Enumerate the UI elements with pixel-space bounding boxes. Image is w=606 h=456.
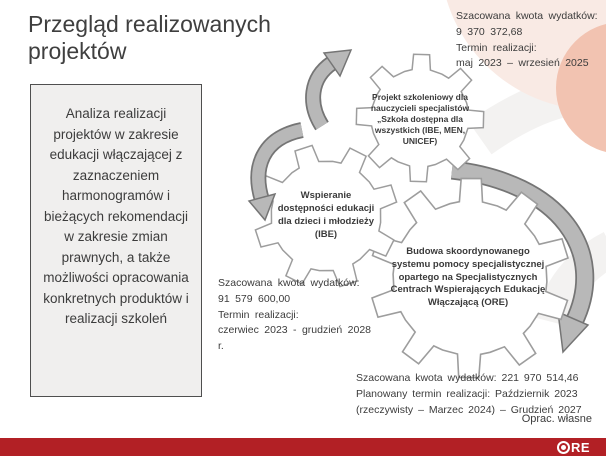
info-line: czerwiec 2023 - grudzień 2028 r. <box>218 324 372 352</box>
info-block-top-right <box>456 9 606 72</box>
gear-top-label: Projekt szkoleniowy dla nauczycieli specjalistów „Szkoła dostępna dla wszystkich (IBE, MEN, UNICEF) <box>370 91 470 147</box>
ore-logo <box>557 440 590 455</box>
info-block-middle-left <box>218 276 378 355</box>
page-title: Przegląd realizowanych projektów <box>28 11 271 65</box>
gear-large-label: Budowa skoordynowanego systemu pomocy specjalistycznej opartego na Specjalistycznych Centrach Wspierających Edukację Włączającą (ORE) <box>390 245 546 309</box>
info-line: Szacowana kwota wydatków: <box>218 277 360 289</box>
info-line: 91 579 600,00 <box>218 292 291 305</box>
info-line: Szacowana kwota wydatków: <box>456 10 598 22</box>
footer-bar <box>0 438 606 456</box>
ore-logo-text: RE <box>570 439 590 455</box>
info-line: Szacowana kwota wydatków: 221 970 514,46 <box>356 372 579 384</box>
summary-box: Analiza realizacji projektów w zakresie edukacji włączającej z zaznaczeniem harmonogramów i bieżących rekomendacji w zakresie zmian prawnych, a także możliwości opracowania konkretnych produktów i realizacji szkoleń <box>30 84 202 397</box>
info-line: 9 370 372,68 <box>456 25 523 38</box>
info-line: maj 2023 – wrzesień 2025 <box>456 57 589 70</box>
info-line: Termin realizacji: <box>218 308 299 321</box>
ore-logo-ring-icon <box>557 441 570 454</box>
info-line: Termin realizacji: <box>456 41 537 54</box>
source-note: Oprac. własne <box>521 413 592 425</box>
info-line: (rzeczywisty – Marzec 2024) – Grudzień 2027 <box>356 403 582 416</box>
info-line: Planowany termin realizacji: Październik 2023 <box>356 387 578 400</box>
info-block-bottom-right <box>356 371 606 418</box>
gear-middle-label: Wspieranie dostępności edukacji dla dzieci i młodzieży (IBE) <box>277 190 375 240</box>
